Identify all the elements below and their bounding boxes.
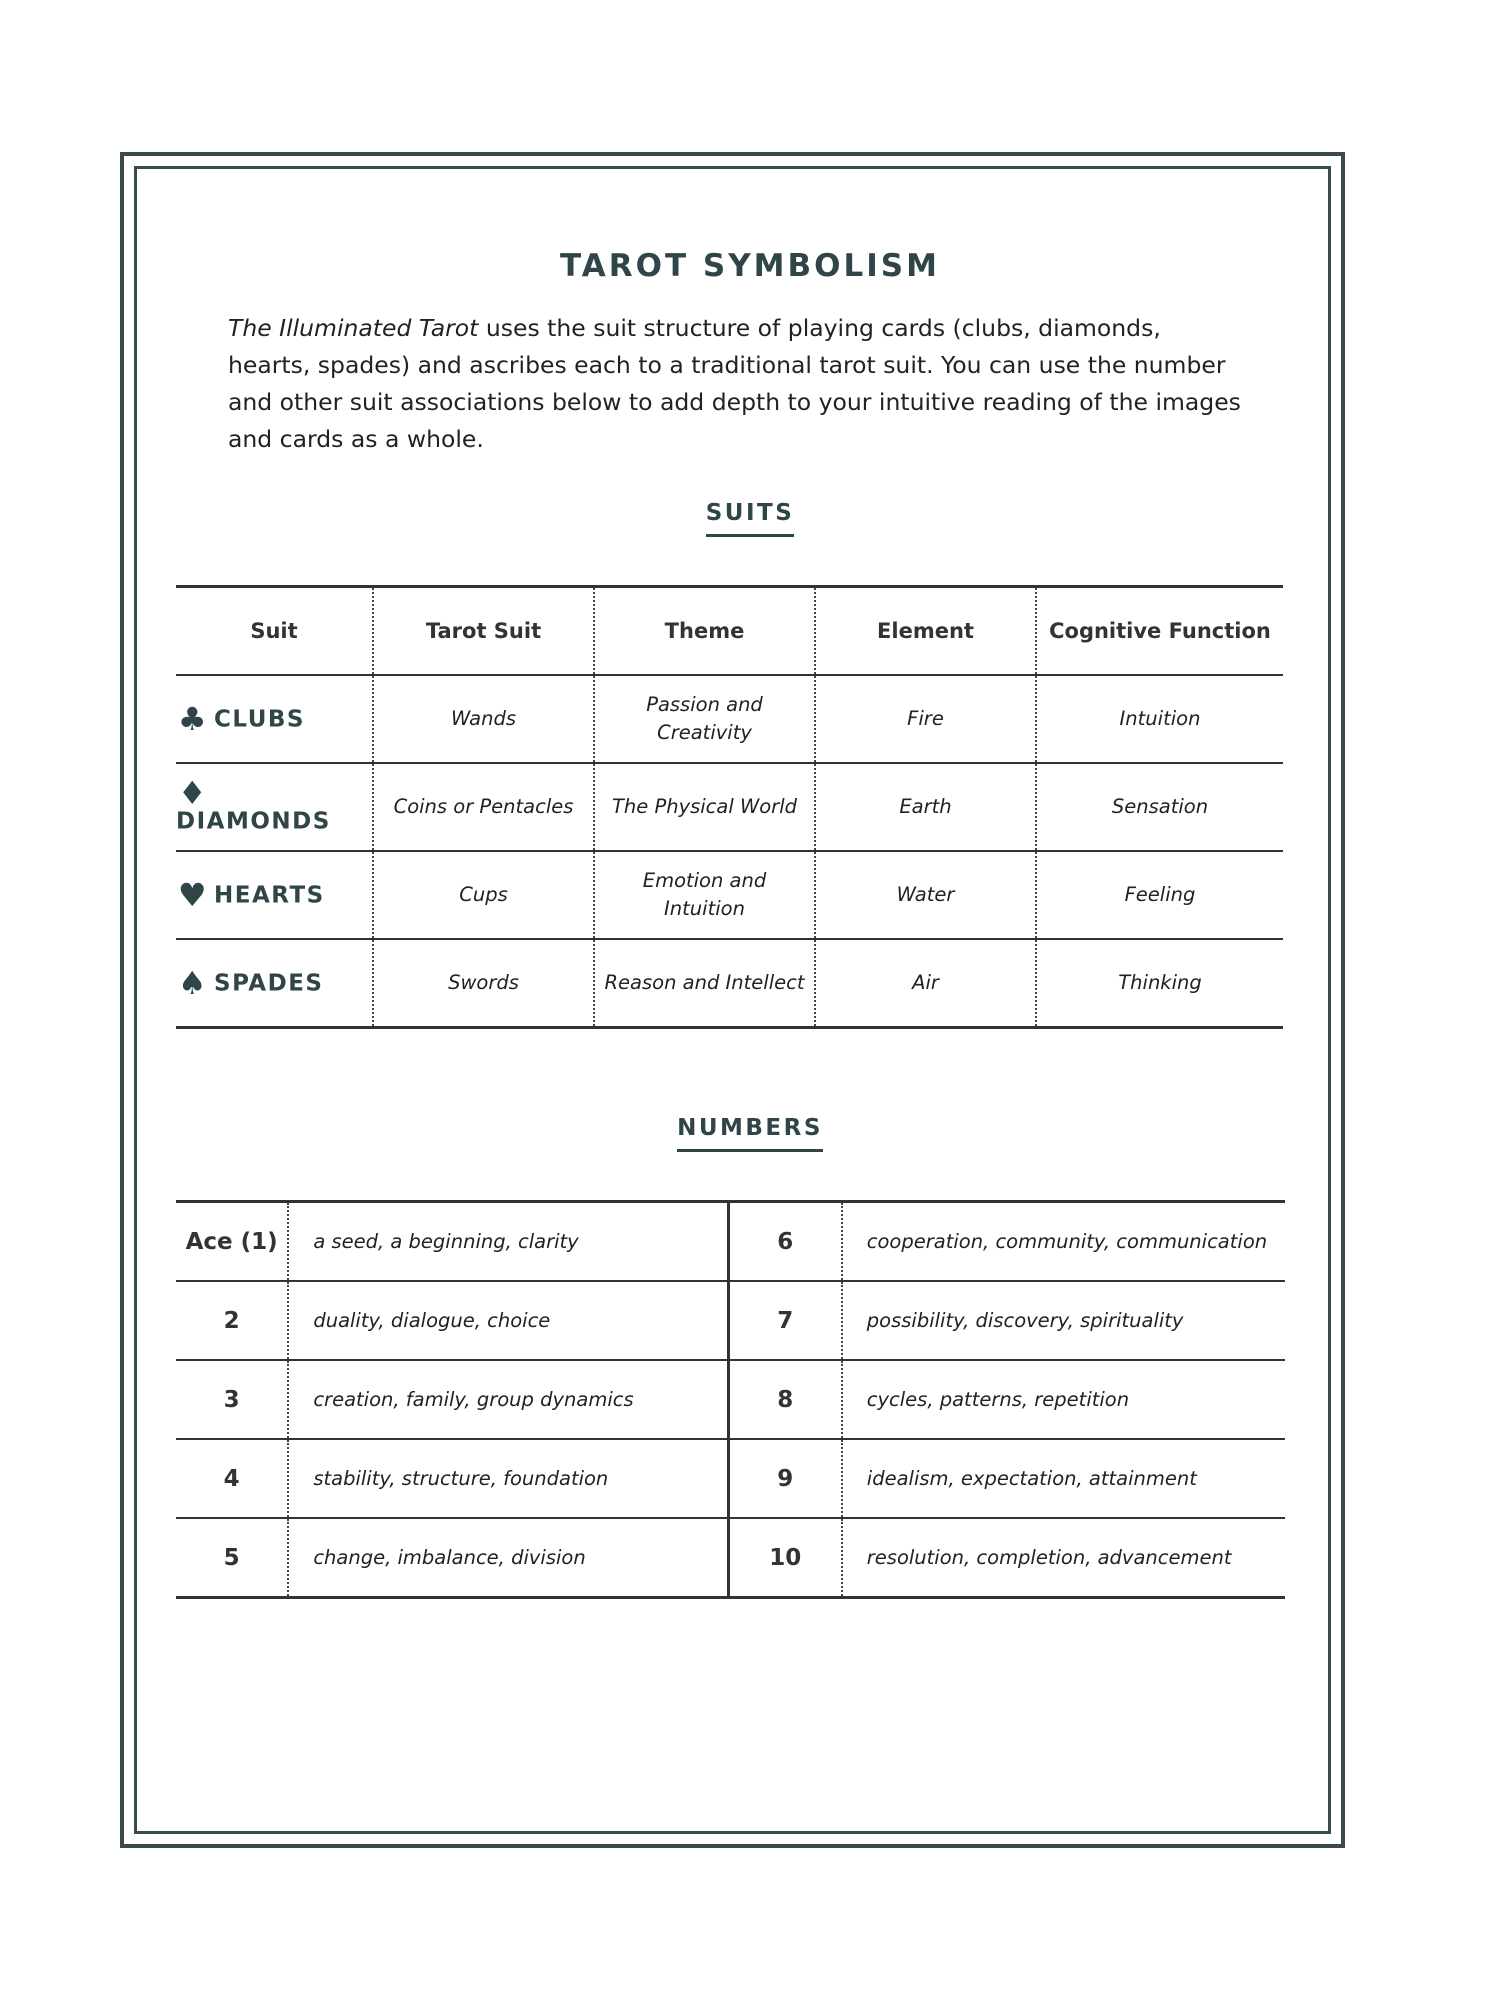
suit-label: CLUBS <box>214 706 305 733</box>
number-label: 3 <box>176 1360 288 1439</box>
theme-cell: Reason and Intellect <box>594 939 815 1028</box>
number-meaning: resolution, completion, advancement <box>842 1518 1285 1598</box>
suit-row-diamonds <box>176 763 1283 851</box>
suit-cell <box>176 675 373 763</box>
book-title: The Illuminated Tarot <box>228 314 479 342</box>
number-row <box>176 1518 1285 1598</box>
number-label: 6 <box>728 1202 842 1282</box>
suit-row-clubs <box>176 675 1283 763</box>
intro-paragraph <box>228 310 1248 458</box>
intro-text: uses the suit structure of playing cards (clubs, diamonds, hearts, spades) and ascribes each to a traditional tarot suit. You can use the number and other suit associations below to add depth to your intuitive reading of the images and cards as a whole. <box>228 314 1241 453</box>
numbers-heading: NUMBERS <box>0 1115 1500 1152</box>
number-row <box>176 1439 1285 1518</box>
diamond-icon: ♦ <box>177 774 209 812</box>
number-meaning: stability, structure, foundation <box>288 1439 728 1518</box>
function-cell: Intuition <box>1036 675 1283 763</box>
tarot-suit-cell: Swords <box>373 939 594 1028</box>
suit-row-spades <box>176 939 1283 1028</box>
heart-icon: ♥ <box>177 876 209 915</box>
col-header-tarot-suit: Tarot Suit <box>373 587 594 676</box>
number-label: 7 <box>728 1281 842 1360</box>
number-meaning: possibility, discovery, spirituality <box>842 1281 1285 1360</box>
number-meaning: idealism, expectation, attainment <box>842 1439 1285 1518</box>
number-meaning: duality, dialogue, choice <box>288 1281 728 1360</box>
number-label: Ace (1) <box>176 1202 288 1282</box>
theme-cell: The Physical World <box>594 763 815 851</box>
element-cell: Fire <box>815 675 1036 763</box>
suit-label: HEARTS <box>214 882 325 909</box>
theme-cell: Emotion and Intuition <box>594 851 815 939</box>
suit-label: DIAMONDS <box>176 808 331 835</box>
suits-table <box>176 585 1283 1029</box>
col-header-suit: Suit <box>176 587 373 676</box>
spade-icon: ♠ <box>177 964 209 1003</box>
tarot-suit-cell: Coins or Pentacles <box>373 763 594 851</box>
page-title: TAROT SYMBOLISM <box>560 248 940 284</box>
number-label: 5 <box>176 1518 288 1598</box>
theme-cell: Passion and Creativity <box>594 675 815 763</box>
suit-cell <box>176 939 373 1028</box>
suit-label: SPADES <box>214 970 324 997</box>
col-header-theme: Theme <box>594 587 815 676</box>
function-cell: Thinking <box>1036 939 1283 1028</box>
suit-cell <box>176 851 373 939</box>
number-row <box>176 1281 1285 1360</box>
col-header-element: Element <box>815 587 1036 676</box>
col-header-cognitive-function: Cognitive Function <box>1036 587 1283 676</box>
number-meaning: a seed, a beginning, clarity <box>288 1202 728 1282</box>
number-meaning: cycles, patterns, repetition <box>842 1360 1285 1439</box>
number-meaning: creation, family, group dynamics <box>288 1360 728 1439</box>
tarot-suit-cell: Cups <box>373 851 594 939</box>
numbers-table <box>176 1200 1285 1599</box>
suit-cell <box>176 763 373 851</box>
number-row <box>176 1360 1285 1439</box>
element-cell: Air <box>815 939 1036 1028</box>
number-meaning: change, imbalance, division <box>288 1518 728 1598</box>
suits-heading: SUITS <box>0 500 1500 537</box>
number-label: 10 <box>728 1518 842 1598</box>
function-cell: Feeling <box>1036 851 1283 939</box>
number-label: 2 <box>176 1281 288 1360</box>
club-icon: ♣ <box>177 700 209 739</box>
suit-row-hearts <box>176 851 1283 939</box>
suits-header-row <box>176 587 1283 676</box>
number-label: 8 <box>728 1360 842 1439</box>
number-row <box>176 1202 1285 1282</box>
tarot-suit-cell: Wands <box>373 675 594 763</box>
number-label: 4 <box>176 1439 288 1518</box>
element-cell: Water <box>815 851 1036 939</box>
function-cell: Sensation <box>1036 763 1283 851</box>
element-cell: Earth <box>815 763 1036 851</box>
number-label: 9 <box>728 1439 842 1518</box>
number-meaning: cooperation, community, communication <box>842 1202 1285 1282</box>
